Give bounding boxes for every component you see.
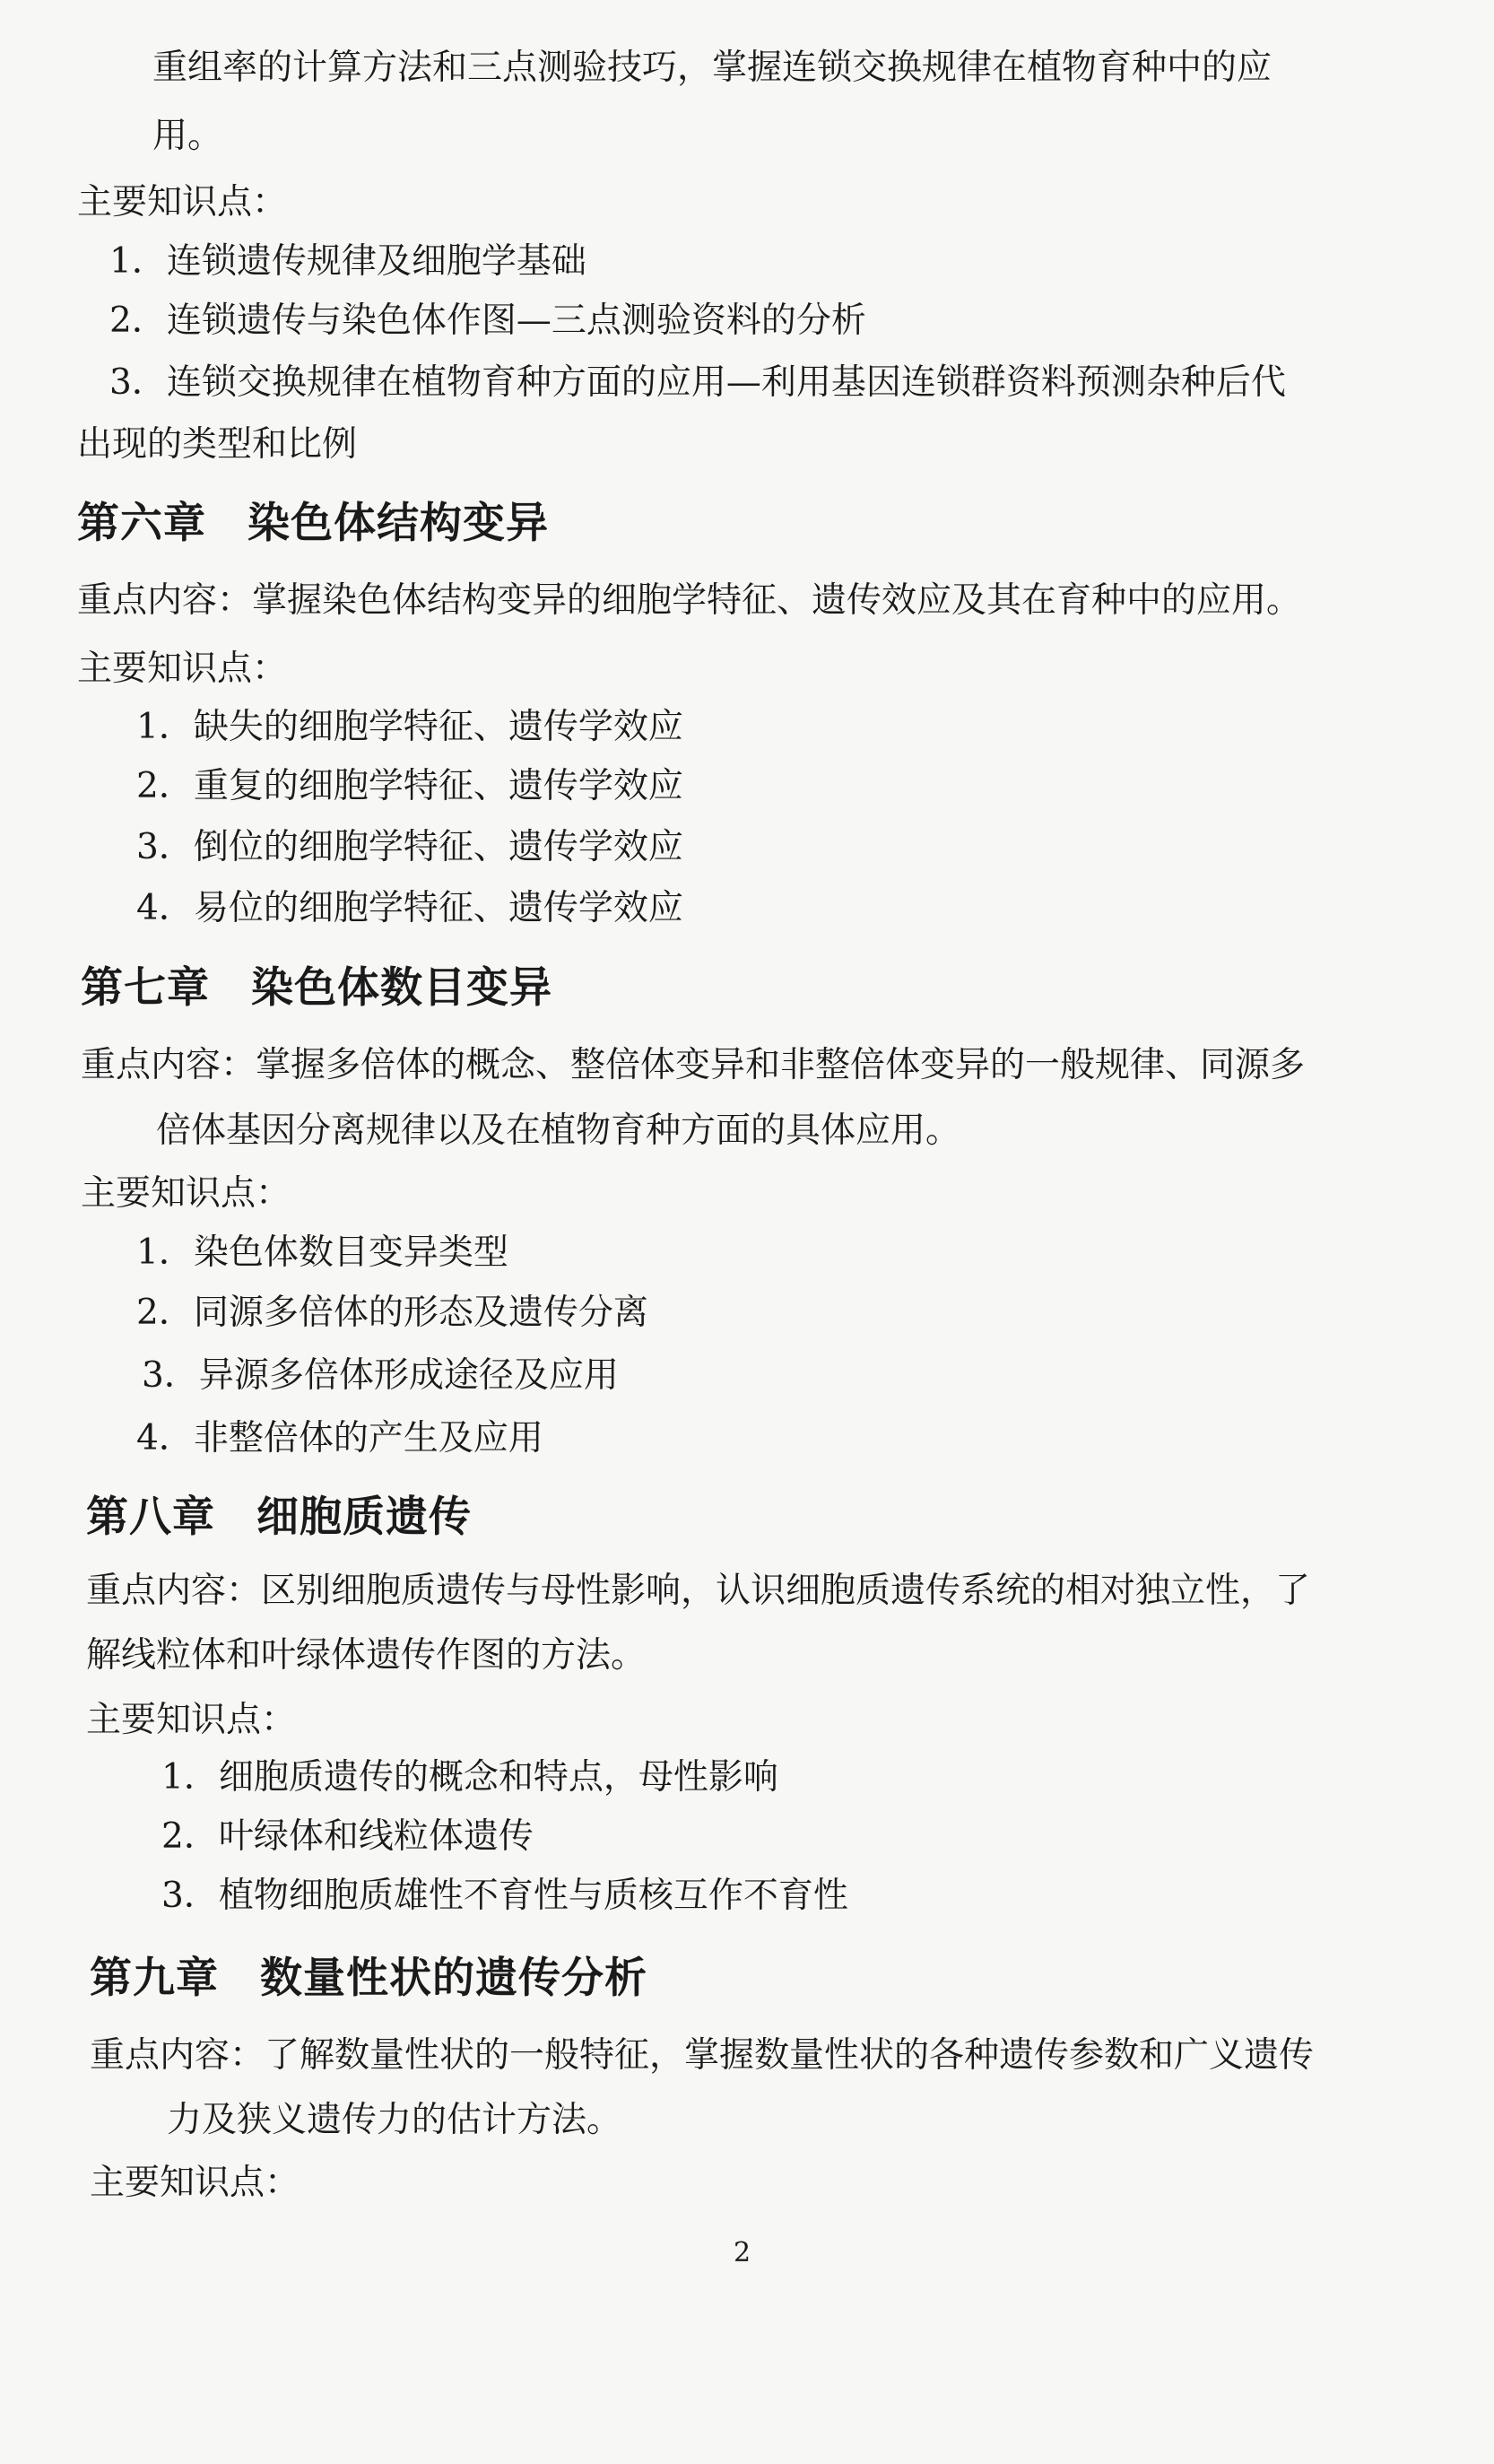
list-item: 2．连锁遗传与染色体作图—三点测验资料的分析 (109, 300, 866, 341)
list-item: 3．倒位的细胞学特征、遗传学效应 (136, 827, 683, 867)
page-number: 2 (734, 2237, 751, 2268)
chapter-title: 染色体结构变异 (248, 499, 549, 548)
list-item: 3．植物细胞质雄性不育性与质核互作不育性 (161, 1876, 848, 1916)
knowledge-label: 主要知识点： (77, 182, 288, 222)
chapter-number: 第七章 (81, 963, 210, 1013)
focus-content-line-1: 重点内容：区别细胞质遗传与母性影响，认识细胞质遗传系统的相对独立性，了 (86, 1571, 1311, 1611)
list-item: 1．细胞质遗传的概念和特点，母性影响 (161, 1757, 778, 1798)
list-item: 3．连锁交换规律在植物育种方面的应用—利用基因连锁群资料预测杂种后代 (109, 362, 1286, 403)
list-item: 4．非整倍体的产生及应用 (136, 1418, 543, 1458)
chapter-title: 细胞质遗传 (256, 1493, 472, 1542)
focus-content-line-2: 力及狭义遗传力的估计方法。 (167, 2100, 622, 2140)
list-item: 1．缺失的细胞学特征、遗传学效应 (136, 707, 683, 747)
chapter-heading (77, 499, 549, 549)
knowledge-label: 主要知识点： (86, 1700, 297, 1740)
list-item-continuation: 出现的类型和比例 (77, 424, 358, 465)
list-item: 2．同源多倍体的形态及遗传分离 (136, 1293, 648, 1333)
knowledge-label: 主要知识点： (90, 2163, 300, 2203)
focus-content-line-2: 倍体基因分离规律以及在植物育种方面的具体应用。 (156, 1110, 961, 1151)
list-item: 1．染色体数目变异类型 (136, 1232, 508, 1273)
focus-content-line-1: 重点内容：掌握多倍体的概念、整倍体变异和非整倍体变异的一般规律、同源多 (81, 1045, 1306, 1085)
chapter-heading (86, 1493, 472, 1543)
focus-content-line-2: 解线粒体和叶绿体遗传作图的方法。 (86, 1635, 647, 1676)
top-line-2: 用。 (152, 116, 223, 156)
list-item: 4．易位的细胞学特征、遗传学效应 (136, 888, 683, 928)
knowledge-label: 主要知识点： (77, 649, 288, 689)
chapter-heading (90, 1954, 647, 2004)
chapter-heading (81, 963, 552, 1014)
focus-content-line-1: 重点内容：了解数量性状的一般特征，掌握数量性状的各种遗传参数和广义遗传 (90, 2035, 1315, 2076)
top-line-1: 重组率的计算方法和三点测验技巧，掌握连锁交换规律在植物育种中的应 (152, 48, 1273, 88)
chapter-number: 第九章 (90, 1954, 219, 2003)
chapter-number: 第八章 (86, 1493, 215, 1542)
list-item: 2．叶绿体和线粒体遗传 (161, 1816, 534, 1857)
list-item: 1．连锁遗传规律及细胞学基础 (109, 241, 586, 282)
list-item: 3．异源多倍体形成途径及应用 (142, 1355, 619, 1396)
focus-content: 重点内容：掌握染色体结构变异的细胞学特征、遗传效应及其在育种中的应用。 (77, 580, 1302, 621)
chapter-title: 数量性状的遗传分析 (260, 1954, 647, 2003)
list-item: 2．重复的细胞学特征、遗传学效应 (136, 766, 683, 806)
knowledge-label: 主要知识点： (81, 1173, 291, 1214)
chapter-title: 染色体数目变异 (251, 963, 552, 1013)
chapter-number: 第六章 (77, 499, 206, 548)
